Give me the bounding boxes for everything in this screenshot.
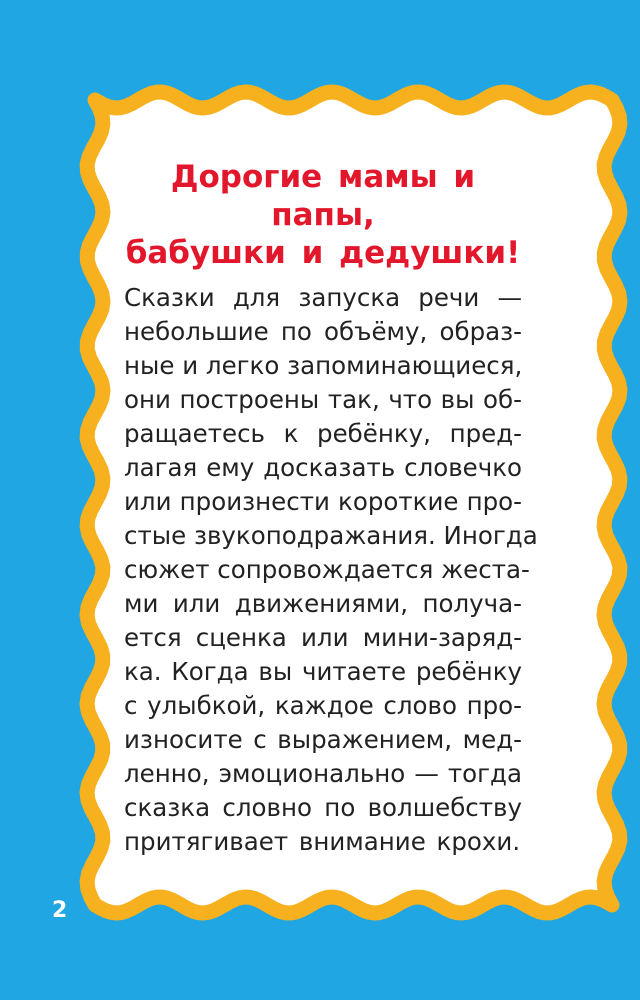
body-line: они построены так, что вы об- (124, 385, 522, 414)
page-number: 2 (52, 898, 68, 923)
body-line: сюжет сопровождается жеста- (124, 555, 530, 584)
body-line: или произнести короткие про- (124, 487, 522, 516)
body-line: ми или движениями, получа- (124, 589, 522, 618)
body-line: ленно, эмоционально — тогда (124, 759, 522, 788)
body-line: ращаетесь к ребёнку, пред- (124, 419, 522, 448)
body-line: лагая ему досказать словечко (124, 453, 522, 482)
body-line: ка. Когда вы читаете ребёнку (124, 657, 522, 686)
body-line: ные и легко запоминающиеся, (124, 351, 523, 380)
body-line: сказка словно по волшебству (124, 793, 522, 822)
text-panel (124, 158, 538, 859)
page-heading (124, 158, 522, 272)
heading-line-1: Дорогие мамы и папы, (170, 159, 476, 233)
body-line: притягивает внимание крохи. (124, 827, 521, 856)
body-line: Сказки для запуска речи — (124, 283, 522, 312)
body-paragraph (124, 281, 538, 859)
body-line: стые звукоподражания. Иногда (124, 521, 538, 550)
body-line: износите с выражением, мед- (124, 725, 522, 754)
heading-line-2: бабушки и дедушки! (125, 235, 521, 271)
body-line: ется сценка или мини-заряд- (124, 623, 522, 652)
body-line: с улыбкой, каждое слово про- (124, 691, 522, 720)
body-line: небольшие по объёму, образ- (124, 317, 522, 346)
